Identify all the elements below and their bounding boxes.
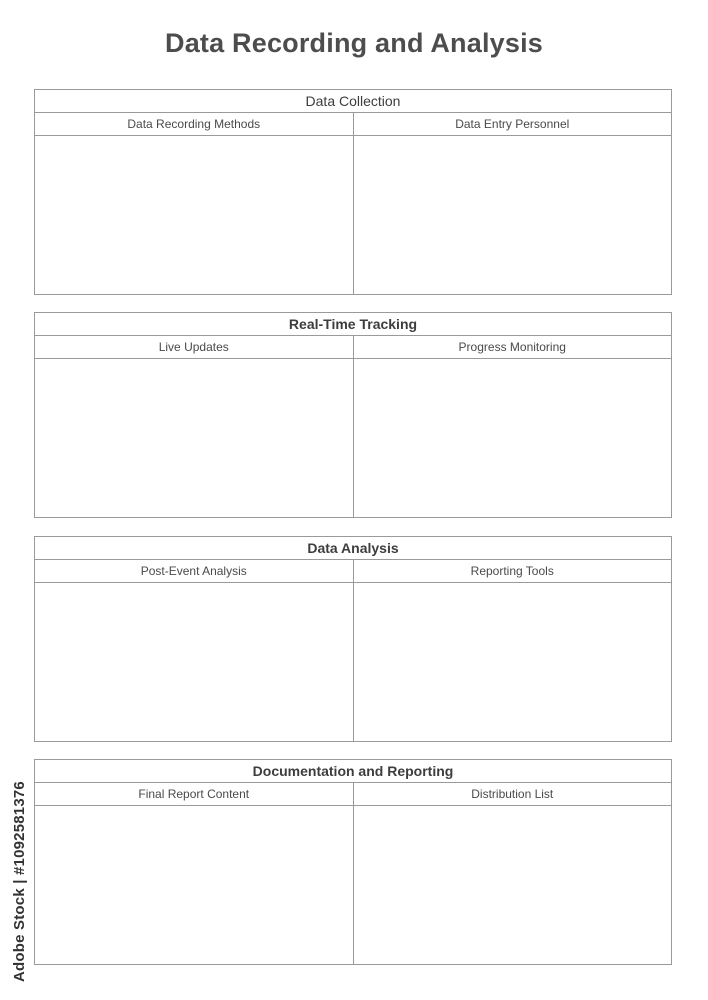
column-data-entry-personnel (353, 113, 672, 294)
column-live-updates (35, 336, 353, 517)
section-heading: Data Analysis (35, 537, 671, 560)
section-data-collection (34, 89, 672, 295)
column-heading: Distribution List (354, 783, 672, 806)
writing-area[interactable] (35, 359, 353, 517)
column-data-recording-methods (35, 113, 353, 294)
column-heading: Data Entry Personnel (354, 113, 672, 136)
writing-area[interactable] (35, 136, 353, 294)
section-columns (35, 783, 671, 964)
stock-id-watermark: Adobe Stock | #1092581376 (11, 781, 28, 982)
column-heading: Progress Monitoring (354, 336, 672, 359)
column-heading: Data Recording Methods (35, 113, 353, 136)
section-columns (35, 336, 671, 517)
section-data-analysis (34, 536, 672, 742)
section-real-time-tracking (34, 312, 672, 518)
writing-area[interactable] (35, 583, 353, 741)
writing-area[interactable] (354, 136, 672, 294)
writing-area[interactable] (354, 806, 672, 964)
section-columns (35, 560, 671, 741)
writing-area[interactable] (35, 806, 353, 964)
section-heading: Data Collection (35, 90, 671, 113)
column-heading: Post-Event Analysis (35, 560, 353, 583)
section-columns (35, 113, 671, 294)
writing-area[interactable] (354, 583, 672, 741)
column-post-event-analysis (35, 560, 353, 741)
page-title: Data Recording and Analysis (165, 28, 543, 58)
section-documentation-and-reporting (34, 759, 672, 965)
column-final-report-content (35, 783, 353, 964)
column-reporting-tools (353, 560, 672, 741)
writing-area[interactable] (354, 359, 672, 517)
column-heading: Final Report Content (35, 783, 353, 806)
section-heading: Documentation and Reporting (35, 760, 671, 783)
column-heading: Live Updates (35, 336, 353, 359)
column-distribution-list (353, 783, 672, 964)
column-heading: Reporting Tools (354, 560, 672, 583)
column-progress-monitoring (353, 336, 672, 517)
section-heading: Real-Time Tracking (35, 313, 671, 336)
